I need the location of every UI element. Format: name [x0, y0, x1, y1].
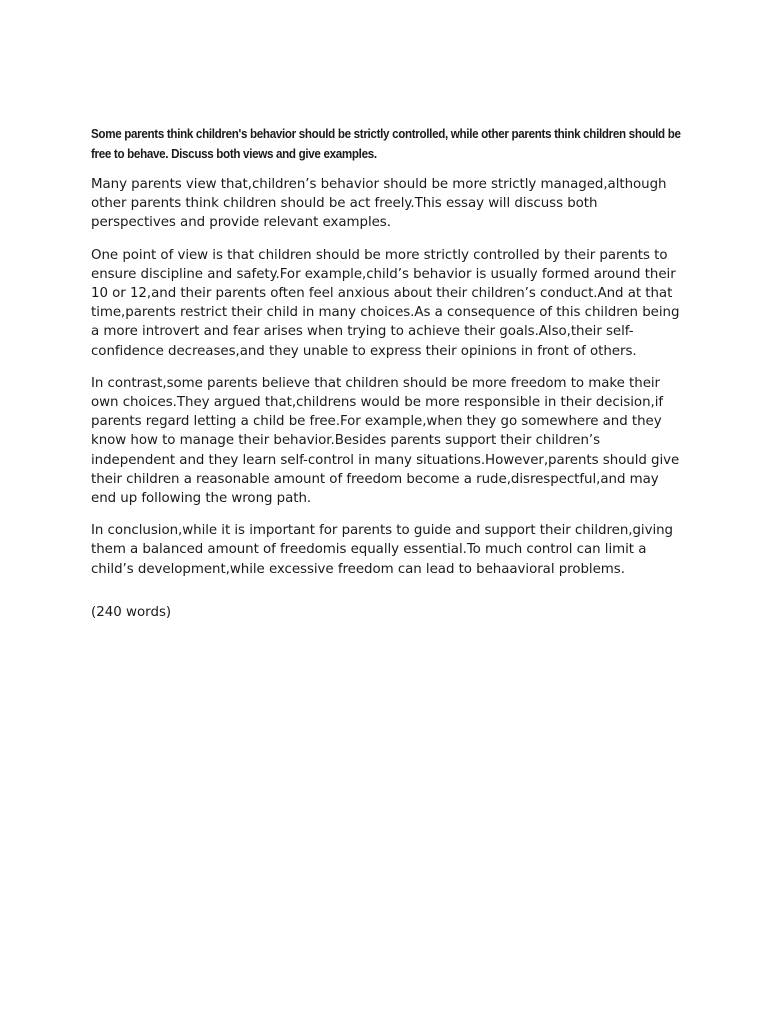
essay-prompt: Some parents think children's behavior should be strictly controlled, while other parents think children should be free to behave. Discuss both views and give examples.	[91, 127, 681, 161]
paragraph-introduction: Many parents view that,children’s behavior should be more strictly managed,although other parents think children should be act freely.This essay will discuss both perspectives and provide relevant examples.	[91, 177, 667, 231]
word-count: (240 words)	[91, 604, 172, 620]
paragraph-controlled-view: One point of view is that children should be more strictly controlled by their parents to ensure discipline and safety.For example,child’s behavior is usually formed around their 10 or 12,and their parents often feel anxious about their children’s conduct.And at that time,parents restrict their child in many choices.As a consequence of this children being a more introvert and fear arises when trying to achieve their goals.Also,their self-confidence decreases,and they unable to express their opinions in front of others.	[91, 247, 680, 359]
paragraph-freedom-view: In contrast,some parents believe that children should be more freedom to make their own choices.They argued that,childrens would be more responsible in their decision,if parents regard letting a child be free.For example,when they go somewhere and they know how to manage their behavior.Besides parents support their children’s independent and they learn self-control in many situations.However,parents should give their children a reasonable amount of freedom become a rude,disrespectful,and may end up following the wrong path.	[91, 375, 680, 507]
document-body	[91, 124, 681, 622]
paragraph-conclusion: In conclusion,while it is important for parents to guide and support their children,giving them a balanced amount of freedomis equally essential.To much control can limit a child’s development,while excessive freedom can lead to behaavioral problems.	[91, 523, 674, 577]
